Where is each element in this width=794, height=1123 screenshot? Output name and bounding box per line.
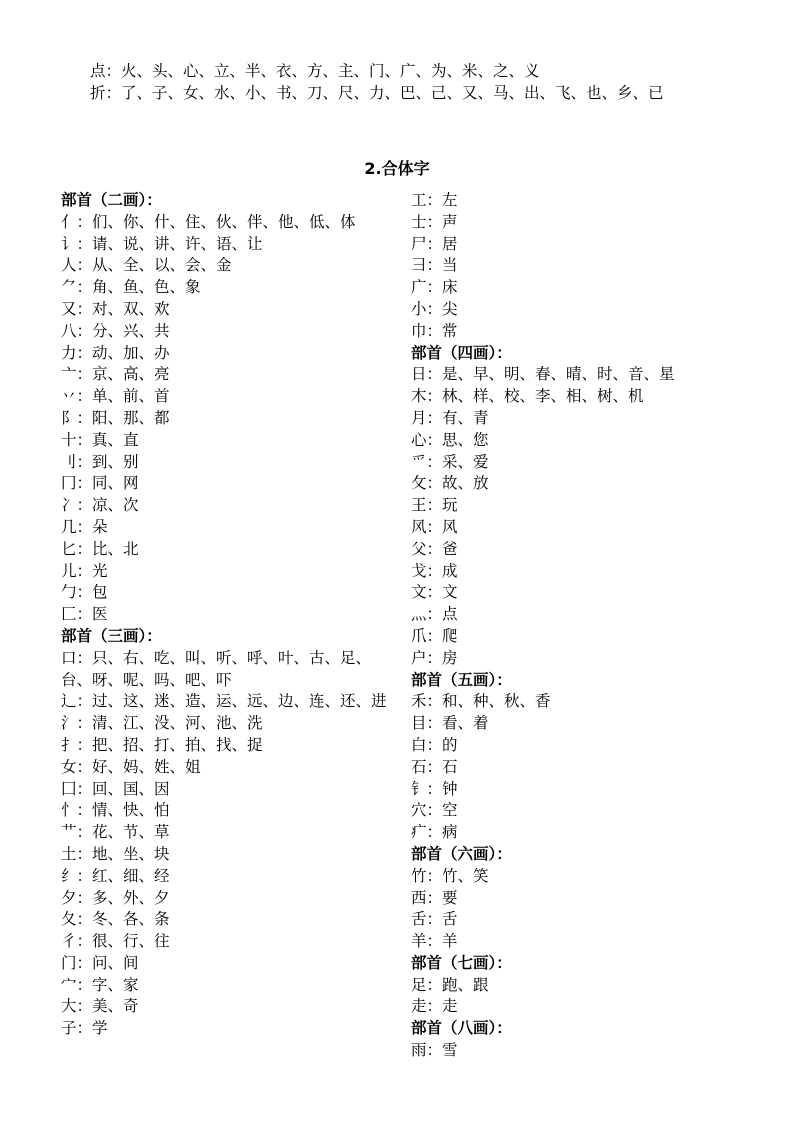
radical-entry: 儿：光	[61, 561, 108, 580]
radical-entry: 士：声	[411, 212, 458, 231]
radical-entry: ⺈：角、鱼、色、象	[61, 278, 201, 297]
radical-entry: 力：动、加、办	[61, 343, 170, 362]
radical-entry: 禾：和、种、秋、香	[411, 692, 551, 711]
radical-entry: 忄：情、快、怕	[61, 801, 170, 820]
radical-entry: 足：跑、跟	[411, 975, 489, 994]
radical-entry: 戈：成	[411, 561, 458, 580]
radical-entry: 风：风	[411, 517, 458, 536]
radical-group-heading: 部首（八画）：	[411, 1019, 512, 1038]
radical-entry: 勹：包	[61, 583, 108, 602]
radical-entry: 疒：病	[411, 823, 458, 842]
radical-entry: 匕：比、北	[61, 539, 139, 558]
radical-entry: 艹：花、节、草	[61, 823, 170, 842]
radical-entry: 刂：到、别	[61, 452, 139, 471]
radical-entry: 父：爸	[411, 539, 458, 558]
radical-entry: 亠：京、高、亮	[61, 365, 170, 384]
radical-entry: 尸：居	[411, 234, 458, 253]
radical-entry: 冫：凉、次	[61, 496, 139, 515]
radical-entry: 走：走	[411, 997, 458, 1016]
radical-entry: 白：的	[411, 735, 458, 754]
radical-entry: 钅：钟	[411, 779, 458, 798]
radical-entry: 阝：阳、那、都	[61, 408, 170, 427]
radical-entry: 氵：清、江、没、河、池、洗	[61, 714, 263, 733]
radical-list-right	[411, 190, 741, 1062]
radical-entry: 子：学	[61, 1019, 108, 1038]
radical-entry: 爪：爬	[411, 626, 458, 645]
radical-entry: 女：好、妈、姓、姐	[61, 757, 201, 776]
radical-group-heading: 部首（七画）：	[411, 953, 512, 972]
radical-entry: 攵：故、放	[411, 474, 489, 493]
radical-entry: 冂：同、网	[61, 474, 139, 493]
radical-entry: 亻：们、你、什、住、伙、伴、他、低、体	[61, 212, 356, 231]
radical-group-heading: 部首（六画）：	[411, 844, 512, 863]
radical-entry: 小：尖	[411, 299, 458, 318]
radical-entry: 爫：采、爱	[411, 452, 489, 471]
radical-entry: 夂：冬、各、条	[61, 910, 170, 929]
radical-entry: 囗：回、国、因	[61, 779, 170, 798]
radical-entry: 穴：空	[411, 801, 458, 820]
radical-entry: 竹：竹、笑	[411, 866, 489, 885]
radical-entry: 巾：常	[411, 321, 458, 340]
radical-entry: 人：从、全、以、会、金	[61, 256, 232, 275]
radical-entry: 木：林、样、校、李、相、树、机	[411, 387, 644, 406]
radical-entry: 广：床	[411, 278, 458, 297]
radical-entry: 石：石	[411, 757, 458, 776]
radical-group-heading: 部首（五画）：	[411, 670, 512, 689]
radical-entry: 彐：当	[411, 256, 458, 275]
radical-entry: 户：房	[411, 648, 458, 667]
radical-entry: 宀：字、家	[61, 975, 139, 994]
radical-list-left	[61, 190, 391, 1040]
radical-entry: 工：左	[411, 191, 458, 209]
radical-entry: 又：对、双、欢	[61, 299, 170, 318]
section-title: 2.合体字	[364, 159, 430, 178]
radical-entry: 八：分、兴、共	[61, 321, 170, 340]
radical-entry: 文：文	[411, 583, 458, 602]
radical-entry: 月：有、青	[411, 408, 489, 427]
radical-group-heading: 部首（二画）：	[61, 191, 162, 209]
radical-entry: 辶：过、这、迷、造、运、远、边、连、还、进	[61, 692, 387, 711]
radical-entry: 大：美、奇	[61, 997, 139, 1016]
radical-entry: 西：要	[411, 888, 458, 907]
dot-stroke-line: 点：火、头、心、立、半、衣、方、主、门、广、为、米、之、义	[90, 62, 540, 80]
radical-entry: 匚：医	[61, 605, 108, 624]
radical-entry: 彳：很、行、往	[61, 932, 170, 951]
radical-entry: 灬：点	[411, 605, 458, 624]
radical-entry: 门：问、间	[61, 953, 139, 972]
radical-entry: 土：地、坐、块	[61, 844, 170, 863]
radical-entry: 心：思、您	[411, 430, 489, 449]
radical-entry: 口：只、右、吃、叫、听、呼、叶、古、足、台、呀、呢、吗、吧、吓	[61, 648, 372, 689]
radical-entry: 讠：请、说、讲、许、语、让	[61, 234, 263, 253]
radical-group-heading: 部首（三画）：	[61, 626, 162, 645]
radical-entry: 日：是、早、明、春、晴、时、音、星	[411, 365, 675, 384]
radical-entry: 纟：红、细、经	[61, 866, 170, 885]
radical-entry: 夕：多、外、夕	[61, 888, 170, 907]
radical-entry: 目：看、着	[411, 714, 489, 733]
radical-entry: 丷：单、前、首	[61, 387, 170, 406]
radical-entry: 王：玩	[411, 496, 458, 515]
radical-entry: 雨：雪	[411, 1041, 458, 1060]
radical-entry: 十：真、直	[61, 430, 139, 449]
radical-entry: 羊：羊	[411, 932, 458, 951]
radical-entry: 扌：把、招、打、拍、找、捉	[61, 735, 263, 754]
turn-stroke-line: 折：了、子、女、水、小、书、刀、尺、力、巴、己、又、马、出、飞、也、乡、已	[90, 84, 664, 102]
radical-group-heading: 部首（四画）：	[411, 343, 512, 362]
stroke-examples	[90, 60, 664, 104]
radical-entry: 几：朵	[61, 517, 108, 536]
radical-entry: 舌：舌	[411, 910, 458, 929]
